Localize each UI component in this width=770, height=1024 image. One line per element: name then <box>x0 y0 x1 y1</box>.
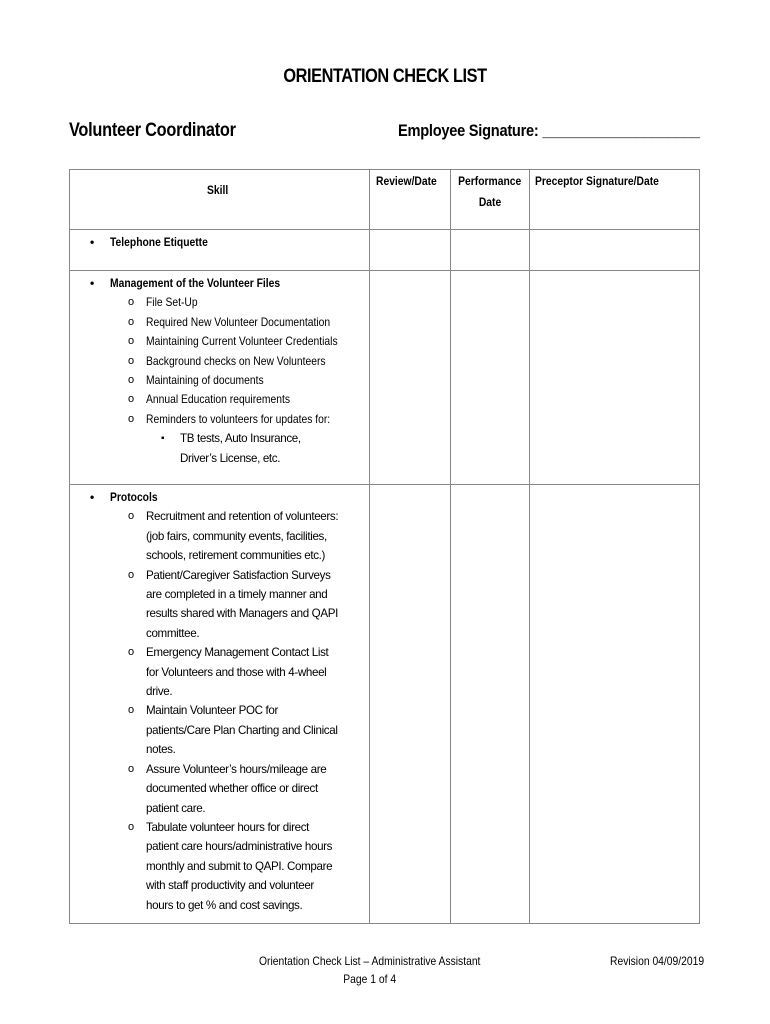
preceptor-signature-cell[interactable] <box>529 271 699 485</box>
footer-revision: Revision 04/09/2019 <box>610 954 705 968</box>
skill-cell-volunteer-files <box>70 271 370 485</box>
skill-cell-protocols <box>70 485 370 924</box>
list-item: o Tabulate volunteer hours for direct patient care hours/administrative hours monthly and submit to QAPI. Compare with staff productivity and volunteer hours to get % and cost savings. <box>110 818 369 915</box>
skill-cell-telephone <box>70 230 370 271</box>
performance-date-cell[interactable] <box>451 485 530 924</box>
list-item: o Maintaining Current Volunteer Credentials <box>110 332 369 351</box>
header-preceptor-signature: Preceptor Signature/Date <box>529 170 699 230</box>
list-item: o Maintain Volunteer POC for patients/Care Plan Charting and Clinical notes. <box>110 701 369 759</box>
list-item: o Background checks on New Volunteers <box>110 352 369 371</box>
review-date-cell[interactable] <box>369 271 450 485</box>
preceptor-signature-cell[interactable] <box>529 230 699 271</box>
list-item: • Protocols o Recruitment and retention of volunteers: (job fairs, community events, facilities, schools, retirement communities etc.) o Patient/Caregiver Satisfaction Surveys are completed in a timely manner and results shared with Managers and QAPI committee. o Emergency Management Contact List for Volunteers and those with 4-wheel drive. o Maintain Volunteer POC for patients/Care Plan Charting and Clinical notes. o Assure Volunteer’s hours/mileage are documented whether office or direct patient care. o Tabulate volunteer hours for direct patient care hours/administrative hours monthly and submit to QAPI. Compare with staff productivity and volunteer hours to get % and cost savings. <box>70 488 369 915</box>
checklist-table <box>69 169 700 924</box>
document-title: ORIENTATION CHECK LIST <box>283 66 487 87</box>
header-review-date: Review/Date <box>369 170 450 230</box>
table-row <box>70 271 700 485</box>
review-date-cell[interactable] <box>369 230 450 271</box>
list-item: o Reminders to volunteers for updates for: ▪ TB tests, Auto Insurance, Driver’s License, etc. <box>110 410 369 468</box>
table-row <box>70 230 700 271</box>
employee-signature-label: Employee Signature: ____________________ <box>398 121 700 140</box>
list-item: o Maintaining of documents <box>110 371 369 390</box>
list-item: o Required New Volunteer Documentation <box>110 313 369 332</box>
role-heading: Volunteer Coordinator <box>69 120 236 141</box>
table-row <box>70 485 700 924</box>
list-item: • Telephone Etiquette <box>70 233 369 252</box>
list-item: o Annual Education requirements <box>110 390 369 409</box>
table-header-row <box>70 170 700 230</box>
list-item: o Emergency Management Contact List for Volunteers and those with 4-wheel drive. <box>110 643 369 701</box>
list-item: o File Set-Up <box>110 293 369 312</box>
review-date-cell[interactable] <box>369 485 450 924</box>
performance-date-cell[interactable] <box>451 230 530 271</box>
list-item: • Management of the Volunteer Files o File Set-Up o Required New Volunteer Documentation o Maintaining Current Volunteer Credentials o Background checks on New Volunteers o Maintaining of documents o Annual Education requirements o Reminders to volunteers for updates for: ▪ TB tests, Auto Insurance, Driver’s License, etc. <box>70 274 369 468</box>
list-item: o Assure Volunteer’s hours/mileage are documented whether office or direct patient care. <box>110 760 369 818</box>
list-item: ▪ TB tests, Auto Insurance, Driver’s License, etc. <box>146 429 369 468</box>
footer-document-name: Orientation Check List – Administrative Assistant <box>259 954 481 968</box>
page-number: Page 1 of 4 <box>343 972 397 986</box>
performance-date-cell[interactable] <box>451 271 530 485</box>
list-item: o Patient/Caregiver Satisfaction Surveys are completed in a timely manner and results shared with Managers and QAPI committee. <box>110 566 369 644</box>
preceptor-signature-cell[interactable] <box>529 485 699 924</box>
list-item: o Recruitment and retention of volunteers: (job fairs, community events, facilities, schools, retirement communities etc.) <box>110 507 369 565</box>
header-skill: Skill <box>70 170 370 230</box>
header-performance-date: Performance Date <box>451 170 530 230</box>
